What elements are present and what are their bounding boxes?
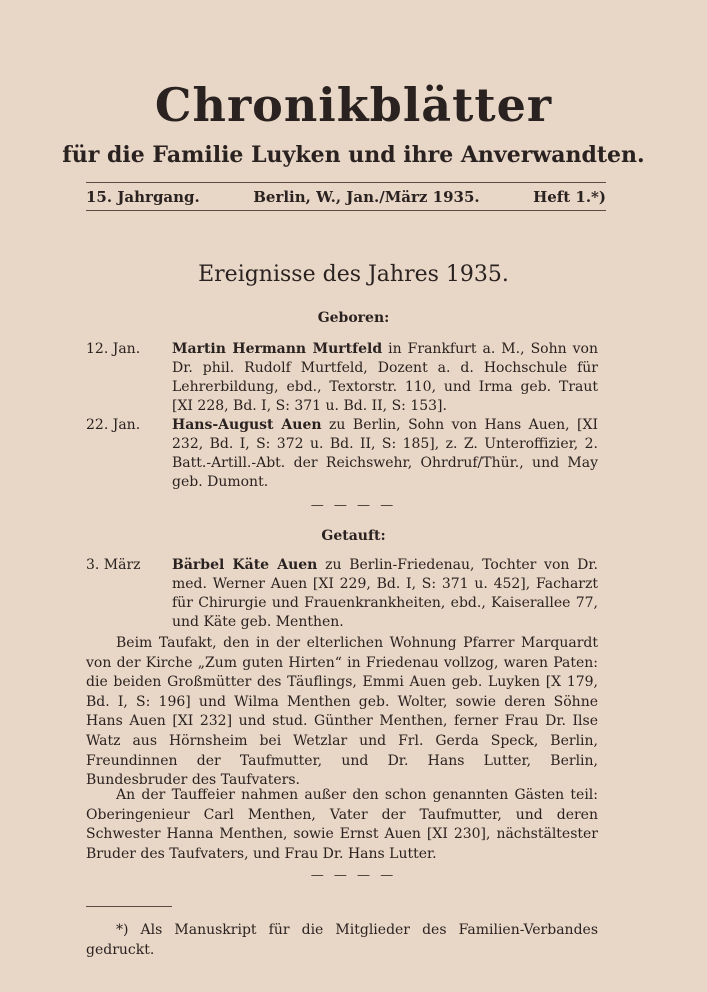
- entry-name: Bärbel Käte Auen: [172, 557, 318, 573]
- entry-date: 3. März: [86, 557, 141, 573]
- entry-date: 22. Jan.: [86, 417, 141, 433]
- section-divider: — — — —: [310, 868, 397, 883]
- issue-line: [86, 188, 606, 206]
- entry-name: Martin Hermann Murtfeld: [172, 341, 383, 357]
- entry-date: 12. Jan.: [86, 341, 141, 357]
- entry-text: [172, 340, 598, 416]
- issue-number: Heft 1.*): [533, 188, 606, 206]
- entry-details: zu Berlin-Friedenau, Tochter von Dr. med. Werner Auen [XI 229, Bd. I, S: 371 u. 452], Facharzt für Chirurgie und Frauenkrankheiten, ebd., Kaiserallee 77, und Käte geb. Menthen.: [172, 557, 598, 630]
- birth-entry: [86, 416, 598, 492]
- page-title: Chronikblätter: [154, 78, 553, 132]
- baptism-entry: [86, 556, 598, 632]
- birth-entry: [86, 340, 598, 416]
- section-title: Ereignisse des Jahres 1935.: [198, 262, 509, 287]
- volume-label: 15. Jahrgang.: [86, 188, 200, 206]
- baptized-heading: Getauft:: [321, 528, 386, 544]
- entry-details: in Frankfurt a. M., Sohn von Dr. phil. Rudolf Murtfeld, Dozent a. d. Hochschule für Lehrerbildung, ebd., Textorstr. 110, und Irma geb. Traut [XI 228, Bd. I, S: 371 u. Bd. II, S: 153].: [172, 341, 598, 414]
- baptism-paragraph: Beim Taufakt, den in der elterlichen Wohnung Pfarrer Marquardt von der Kirche „Zum guten Hirten“ in Friedenau vollzog, waren Paten: die beiden Großmütter des Täuflings, Emmi Auen geb. Luyken [X 179, Bd. I, S: 196] und Wilma Menthen geb. Wolter, sowie deren Söhne Hans Auen [XI 232] und stud. Günther Menthen, ferner Frau Dr. Ilse Watz aus Hörnsheim bei Wetzlar und Frl. Gerda Speck, Berlin, Freundinnen der Taufmutter, und Dr. Hans Lutter, Berlin, Bundesbruder des Taufvaters.: [86, 635, 598, 789]
- entry-name: Hans-August Auen: [172, 417, 322, 433]
- header-rule-top: [86, 182, 606, 183]
- entry-text: [172, 556, 598, 632]
- page-subtitle: für die Familie Luyken und ihre Anverwandten.: [62, 142, 645, 168]
- header-rule-bottom: [86, 210, 606, 211]
- footnote: *) Als Manuskript für die Mitglieder des Familien-Verbandes gedruckt.: [86, 922, 598, 958]
- entry-details: zu Berlin, Sohn von Hans Auen, [XI 232, Bd. I, S: 372 u. Bd. II, S: 185], z. Z. Unteroffizier, 2. Batt.-Artill.-Abt. der Reichswehr, Ohrdruf/Thür., und May geb. Dumont.: [172, 417, 599, 490]
- celebration-paragraph: An der Tauffeier nahmen außer den schon genannten Gästen teil: Oberingenieur Carl Menthen, Vater der Taufmutter, und deren Schwester Hanna Menthen, sowie Ernst Auen [XI 230], nächstältester Bruder des Taufvaters, und Frau Dr. Hans Lutter.: [86, 787, 598, 862]
- footnote-rule: [86, 906, 172, 907]
- place-date: Berlin, W., Jan./März 1935.: [253, 188, 480, 206]
- born-heading: Geboren:: [317, 310, 390, 326]
- entry-text: [172, 416, 598, 492]
- section-divider: — — — —: [310, 498, 397, 513]
